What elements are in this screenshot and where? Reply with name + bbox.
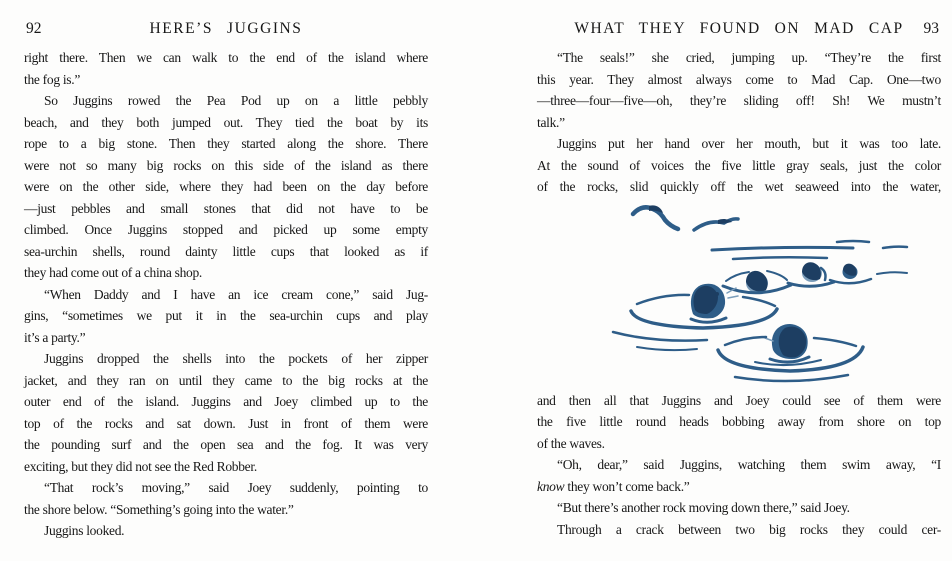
text-line: the fog is.”	[24, 71, 81, 87]
text-line: Juggins dropped the shells into the pockets of her zipper	[44, 351, 428, 366]
text-line: “The seals!” she cried, jumping up. “They’re the first	[557, 50, 941, 65]
text-line: this year. They almost always come to Mad Cap. One—two	[537, 71, 941, 87]
text-line: outer end of the island. Juggins and Joey climbed up to the	[24, 394, 428, 409]
text-line: Juggins looked.	[44, 523, 125, 538]
running-head-title-left: HERE’S JUGGINS	[149, 20, 303, 37]
text-line: “Oh, dear,” said Juggins, watching them swim away, “I	[557, 457, 941, 472]
text-line: know they won’t come back.”	[537, 478, 690, 494]
text-line: and then all that Juggins and Joey could see of them were	[537, 392, 941, 408]
text-line: beach, and they both jumped out. They tied the boat by its	[24, 114, 428, 130]
text-line: the five little round heads bobbing away from shore on top	[537, 414, 941, 429]
text-line: —three—four—five—oh, they’re sliding off! Sh! We mustn’t	[537, 93, 941, 108]
text-line: of the waves.	[537, 435, 605, 451]
seal-head	[788, 262, 834, 286]
right-page	[537, 18, 941, 540]
text-line: “That rock’s moving,” said Joey suddenly, pointing to	[44, 480, 428, 495]
text-line: Through a crack between two big rocks they could cer-	[557, 521, 941, 537]
text-line: were on the other side, where they had been on the day before	[24, 179, 428, 194]
water-streaks	[712, 241, 907, 259]
seals-illustration	[537, 198, 941, 390]
page-number-left: 92	[26, 20, 42, 37]
text-line: So Juggins rowed the Pea Pod up on a little pebbly	[44, 93, 428, 108]
text-column-right-upper	[537, 47, 941, 198]
text-line: it’s a party.”	[24, 329, 86, 345]
text-line: jacket, and they ran on until they came to the big rocks at the	[24, 372, 428, 388]
running-head-left	[24, 18, 428, 40]
left-page	[24, 18, 428, 542]
text-line: talk.”	[537, 114, 565, 130]
text-line: the pounding surf and the open sea and the fog. It was very	[24, 437, 428, 452]
text-line: of the rocks, slid quickly off the wet seaweed into the water,	[537, 179, 941, 194]
gull-icon	[694, 218, 738, 229]
seals-illustration-svg	[585, 198, 909, 390]
text-line: rope to a big stone. Then they started along the shore. There	[24, 136, 428, 151]
text-line: top of the rocks and sat down. Just in front of them were	[24, 415, 428, 431]
text-line: climbed. Once Juggins stopped and picked up some empty	[24, 222, 428, 237]
text-line: were not so many big rocks on this side of the island as there	[24, 157, 428, 173]
text-line: right there. Then we can walk to the end of the island where	[24, 50, 428, 65]
text-column-left	[24, 47, 428, 542]
text-line: sea-urchin shells, round dainty little cups that looked as if	[24, 243, 428, 259]
text-line: the shore below. “Something’s going into the water.”	[24, 501, 294, 517]
text-line: Juggins put her hand over her mouth, but it was too late.	[557, 136, 941, 151]
text-column-right-lower	[537, 390, 941, 541]
text-line: At the sound of voices the five little gray seals, just the color	[537, 157, 941, 173]
running-head-title-right: WHAT THEY FOUND ON MAD CAP	[574, 20, 904, 37]
page-number-right: 93	[923, 20, 939, 37]
seal-head	[718, 324, 863, 381]
seal-head	[830, 263, 907, 283]
running-head-right	[537, 18, 941, 40]
text-line: “When Daddy and I have an ice cream cone,” said Jug-	[44, 286, 428, 302]
text-line: exciting, but they did not see the Red Robber.	[24, 458, 257, 474]
text-line: gins, “sometimes we put it in the sea-urchin cups and play	[24, 308, 428, 323]
gull-icon	[633, 205, 678, 229]
text-line: they had come out of a china shop.	[24, 265, 202, 280]
text-line: —just pebbles and small stones that did not have to be	[24, 200, 428, 216]
text-line: “But there’s another rock moving down there,” said Joey.	[557, 500, 850, 515]
